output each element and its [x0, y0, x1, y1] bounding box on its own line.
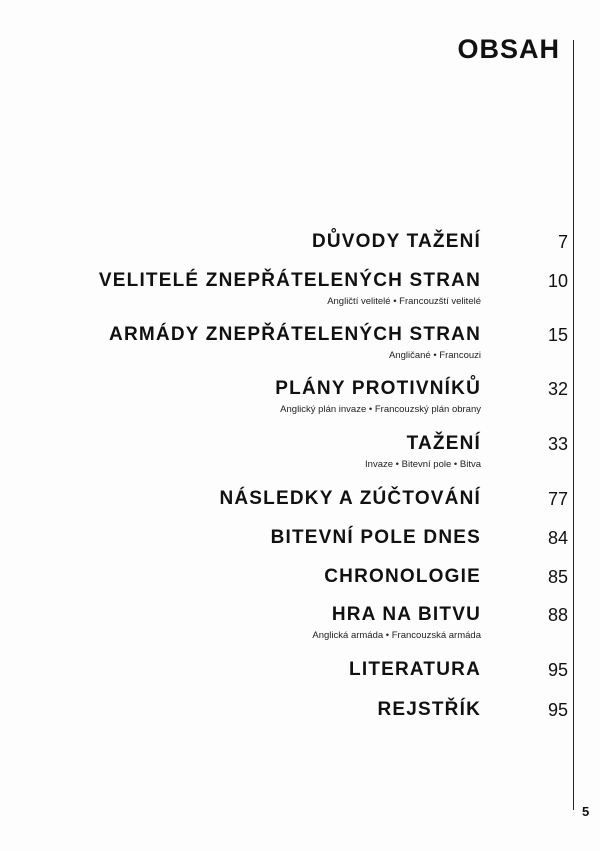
toc-entry-title: DŮVODY TAŽENÍ [311, 231, 481, 252]
toc-entry-page: 33 [547, 434, 568, 454]
toc-entry-subtitle: Anglická armáda • Francouzská armáda [312, 630, 481, 641]
toc-entry-subtitle: Angličané • Francouzi [388, 350, 481, 361]
toc-entry-page: 95 [547, 660, 568, 680]
toc-entry-page: 77 [547, 489, 568, 509]
toc-entry-title: LITERATURA [349, 659, 481, 680]
toc-entry-page: 10 [547, 271, 568, 291]
page-number: 5 [582, 804, 590, 819]
page-title: OBSAH [457, 34, 560, 64]
toc-entry-title: ARMÁDY ZNEPŘÁTELENÝCH STRAN [109, 324, 481, 345]
toc-entry-title: VELITELÉ ZNEPŘÁTELENÝCH STRAN [98, 270, 481, 291]
toc-entry-page: 32 [547, 379, 568, 399]
toc-entry-page: 95 [547, 700, 568, 720]
toc-entry-subtitle: Anglický plán invaze • Francouzský plán obrany [280, 404, 481, 415]
toc-entry-title: REJSTŘÍK [377, 699, 481, 720]
toc-entry-title: TAŽENÍ [406, 433, 481, 454]
toc-entry-subtitle: Angličtí velitelé • Francouzští velitelé [327, 296, 481, 307]
toc-entry-title: CHRONOLOGIE [324, 566, 481, 587]
toc-entry-page: 85 [547, 567, 568, 587]
toc-entry-page: 15 [547, 325, 568, 345]
toc-entry-title: BITEVNÍ POLE DNES [270, 527, 481, 548]
toc-entry-page: 88 [547, 605, 568, 625]
toc-entry-title: HRA NA BITVU [331, 604, 481, 625]
toc-entry-page: 7 [557, 232, 568, 252]
toc-entry-subtitle: Invaze • Bitevní pole • Bitva [365, 459, 481, 470]
toc-entry-page: 84 [547, 528, 568, 548]
toc-entry-title: NÁSLEDKY A ZÚČTOVÁNÍ [219, 488, 481, 509]
page-edge-rule [573, 40, 574, 810]
toc-entry-title: PLÁNY PROTIVNÍKŮ [275, 378, 481, 399]
